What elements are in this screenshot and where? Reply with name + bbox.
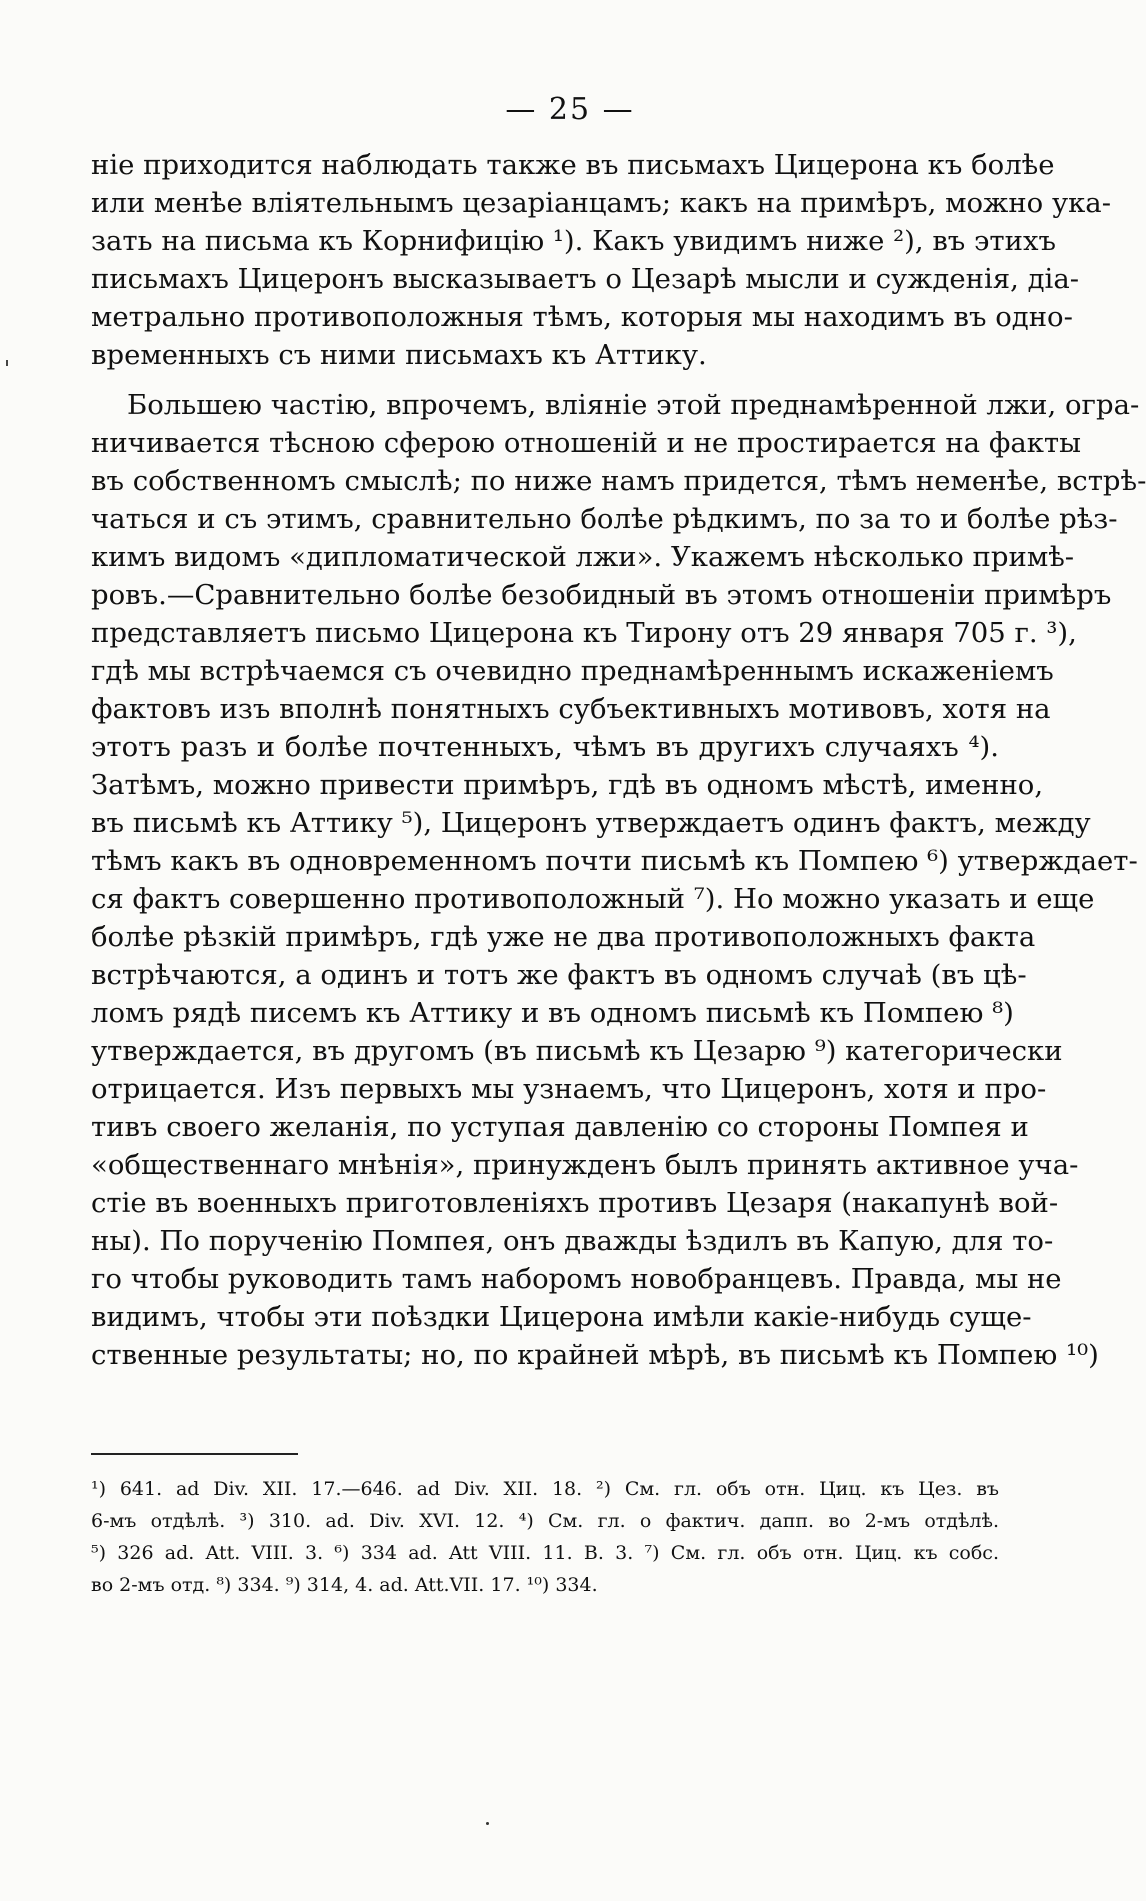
text-line: зать на письма къ Корнифицію ¹). Какъ увидимъ ниже ²), въ этихъ [91, 225, 1056, 257]
text-line: въ письмѣ къ Аттику ⁵), Цицеронъ утверждаетъ одинъ фактъ, между [91, 807, 1091, 839]
text-line: «общественнаго мнѣнія», принужденъ былъ принять активное уча- [91, 1149, 1079, 1181]
text-line: гдѣ мы встрѣчаемся съ очевидно преднамѣреннымъ искаженіемъ [91, 655, 1054, 687]
text-line: ничивается тѣсною сферою отношеній и не простирается на факты [91, 427, 1082, 459]
footnotes [91, 1473, 999, 1601]
text-line: временныхъ съ ними письмахъ къ Аттику. [91, 339, 707, 371]
text-line: тивъ своего желанія, по уступая давленію со стороны Помпея и [91, 1111, 1029, 1143]
paragraph-1 [91, 146, 1111, 374]
text-line: Затѣмъ, можно привести примѣръ, гдѣ въ одномъ мѣстѣ, именно, [91, 769, 1044, 801]
text-line: стіе въ военныхъ приготовленіяхъ противъ Цезаря (накапунѣ вой- [91, 1187, 1059, 1219]
text-line: отрицается. Изъ первыхъ мы узнаемъ, что Цицеронъ, хотя и про- [91, 1073, 1047, 1105]
text-line: Большею частію, впрочемъ, вліяніе этой преднамѣренной лжи, огра- [127, 389, 1140, 421]
text-line: го чтобы руководить тамъ наборомъ новобранцевъ. Правда, мы не [91, 1263, 1062, 1295]
text-line: въ собственномъ смыслѣ; по ниже намъ придется, тѣмъ неменѣе, встрѣ- [91, 465, 1146, 497]
text-line: ровъ.—Сравнительно болѣе безобидный въ этомъ отношеніи примѣръ [91, 579, 1112, 611]
text-line: фактовъ изъ вполнѣ понятныхъ субъективныхъ мотивовъ, хотя на [91, 693, 1051, 725]
text-line: метрально противоположныя тѣмъ, которыя мы находимъ въ одно- [91, 301, 1073, 333]
print-speck [486, 1822, 489, 1825]
footnote-line: ⁵) 326 ad. Att. VIII. 3. ⁶) 334 ad. Att VIII. 11. B. 3. ⁷) См. гл. объ отн. Циц. къ собс. [91, 1542, 999, 1564]
footnote-line: во 2-мъ отд. ⁸) 334. ⁹) 314, 4. ad. Att.VII. 17. ¹⁰) 334. [91, 1574, 598, 1596]
text-line: утверждается, въ другомъ (въ письмѣ къ Цезарю ⁹) категорически [91, 1035, 1063, 1067]
text-line: письмахъ Цицеронъ высказываетъ о Цезарѣ мысли и сужденія, діа- [91, 263, 1080, 295]
text-line: встрѣчаются, а одинъ и тотъ же фактъ въ одномъ случаѣ (въ цѣ- [91, 959, 1027, 991]
text-line: тѣмъ какъ въ одновременномъ почти письмѣ къ Помпею ⁶) утверждает- [91, 845, 1138, 877]
text-line: ломъ рядѣ писемъ къ Аттику и въ одномъ письмѣ къ Помпею ⁸) [91, 997, 1014, 1029]
margin-mark [6, 360, 8, 366]
text-line: видимъ, чтобы эти поѣздки Цицерона имѣли какіе-нибудь суще- [91, 1301, 1032, 1333]
footnote-line: 6-мъ отдѣлѣ. ³) 310. ad. Div. XVI. 12. ⁴) См. гл. о фактич. дапп. во 2-мъ отдѣлѣ. [91, 1510, 999, 1532]
paragraph-2 [91, 386, 1146, 1374]
text-line: кимъ видомъ «дипломатической лжи». Укажемъ нѣсколько примѣ- [91, 541, 1075, 573]
page-number: — 25 — [505, 92, 635, 127]
body-text [91, 146, 1146, 1374]
text-line: ственные результаты; но, по крайней мѣрѣ, въ письмѣ къ Помпею ¹⁰) [91, 1339, 1099, 1371]
text-line: этотъ разъ и болѣе почтенныхъ, чѣмъ въ другихъ случаяхъ ⁴). [91, 731, 999, 763]
text-line: ніе приходится наблюдать также въ письмахъ Цицерона къ болѣе [91, 149, 1055, 181]
footnote-line: ¹) 641. ad Div. XII. 17.—646. ad Div. XII. 18. ²) См. гл. объ отн. Циц. къ Цез. въ [91, 1478, 999, 1500]
text-line: представляетъ письмо Цицерона къ Тирону отъ 29 января 705 г. ³), [91, 617, 1077, 649]
text-line: ся фактъ совершенно противоположный ⁷). Но можно указать и еще [91, 883, 1095, 915]
text-line: или менѣе вліятельнымъ цезаріанцамъ; какъ на примѣръ, можно ука- [91, 187, 1111, 219]
text-line: болѣе рѣзкій примѣръ, гдѣ уже не два противоположныхъ факта [91, 921, 1036, 953]
footnote-rule [91, 1453, 298, 1455]
text-line: ны). По порученію Помпея, онъ дважды ѣздилъ въ Капую, для то- [91, 1225, 1054, 1257]
text-line: чаться и съ этимъ, сравнительно болѣе рѣдкимъ, по за то и болѣе рѣз- [91, 503, 1118, 535]
